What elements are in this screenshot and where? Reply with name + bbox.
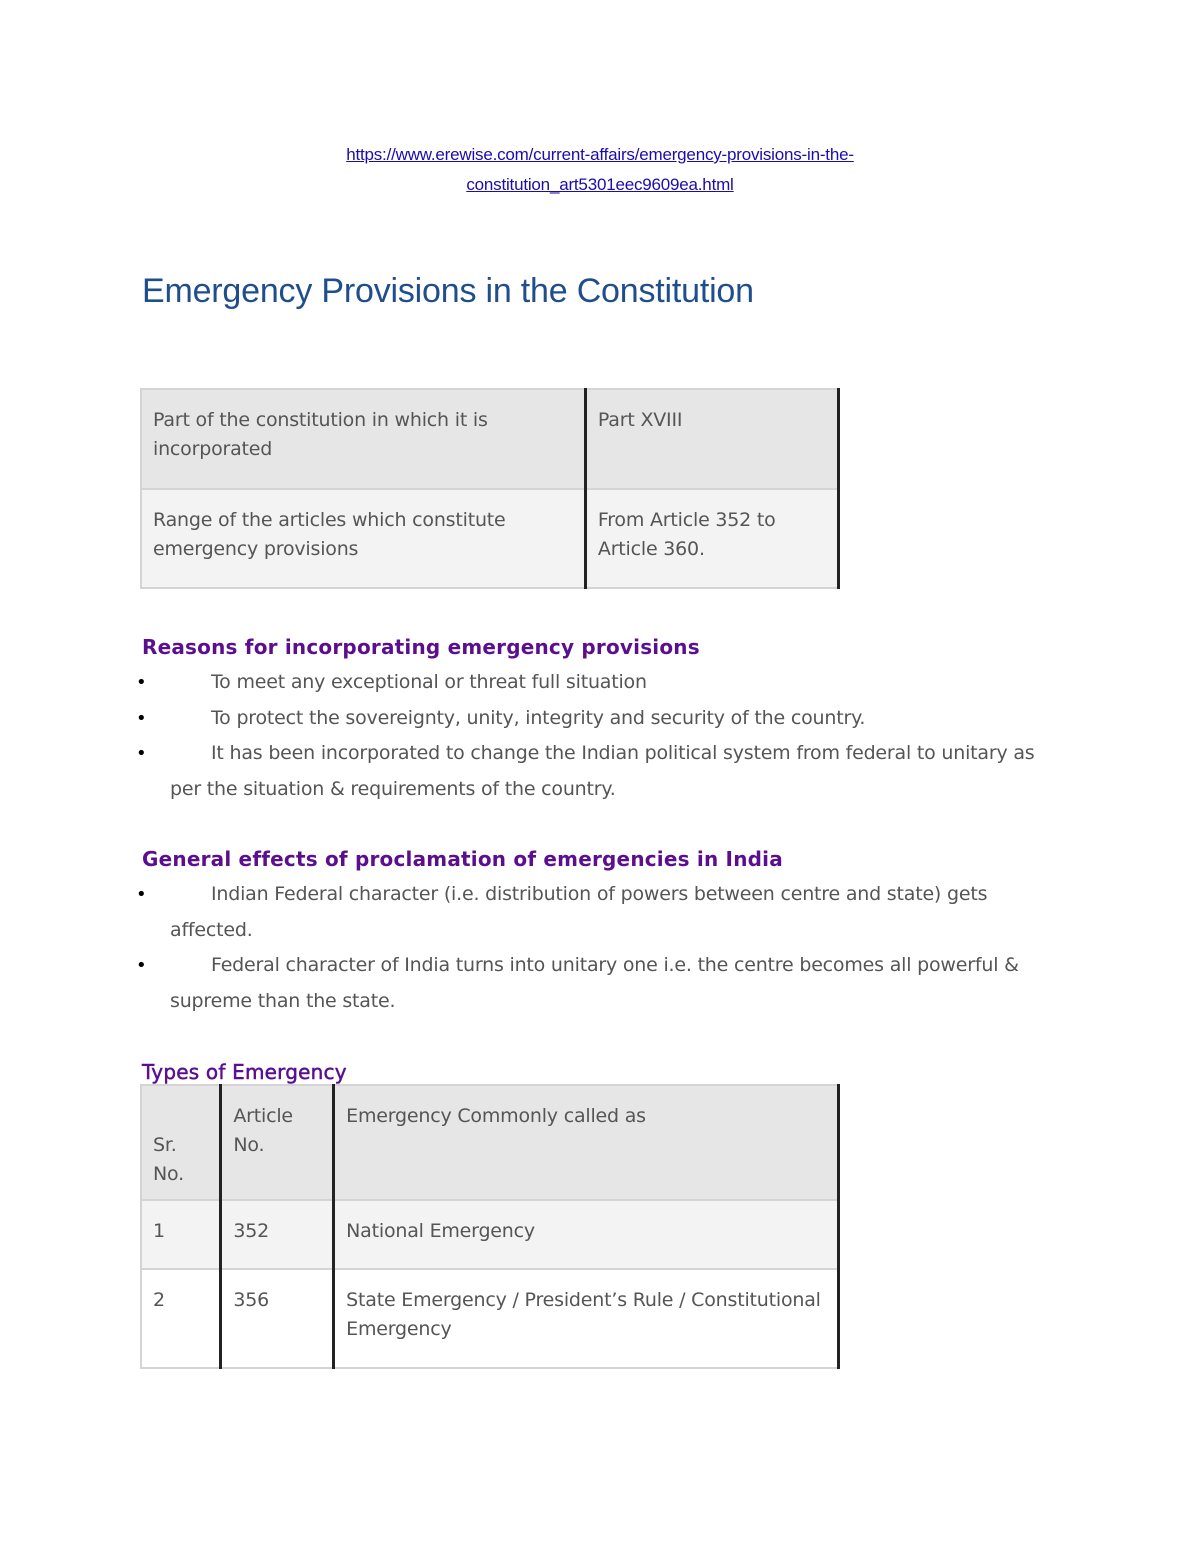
table-cell: Range of the articles which constitute emergency provisions [141, 489, 585, 588]
bullet-icon: • [136, 884, 147, 905]
bullet-icon: • [136, 955, 147, 976]
table-cell: State Emergency / President’s Rule / Constitutional Emergency [334, 1269, 839, 1368]
table-row [141, 389, 839, 489]
list-item [136, 665, 1040, 701]
list-item [136, 701, 1040, 737]
table-cell: National Emergency [334, 1200, 839, 1269]
table-cell: 2 [141, 1269, 221, 1368]
table-cell: Part XVIII [585, 389, 838, 489]
list-item [136, 877, 1040, 948]
source-url-line-2[interactable]: constitution_art5301eec9609ea.html [466, 175, 734, 194]
list-item [136, 948, 1040, 1019]
overview-table [140, 388, 840, 589]
table-row [141, 1200, 839, 1269]
page-title: Emergency Provisions in the Constitution [142, 272, 754, 310]
effects-list [136, 877, 1040, 1019]
bullet-icon: • [136, 707, 147, 729]
table-row [141, 1269, 839, 1368]
list-item-text: It has been incorporated to change the Indian political system from federal to unitary as per the situation & requirements of the country. [170, 742, 1035, 800]
table-cell: 352 [221, 1200, 334, 1269]
reasons-heading: Reasons for incorporating emergency provisions [142, 635, 700, 659]
list-item [136, 736, 1040, 807]
table-cell: 356 [221, 1269, 334, 1368]
types-table [140, 1084, 840, 1369]
column-header-article-no: Article No. [221, 1085, 334, 1200]
table-row [141, 489, 839, 588]
list-item-text: Federal character of India turns into unitary one i.e. the centre becomes all powerful & supreme than the state. [170, 954, 1019, 1012]
column-header-emergency-name: Emergency Commonly called as [334, 1085, 839, 1200]
reasons-list [136, 665, 1040, 807]
bullet-icon: • [136, 672, 147, 693]
bullet-icon: • [136, 743, 147, 764]
source-url-line-1[interactable]: https://www.erewise.com/current-affairs/emergency-provisions-in-the- [346, 145, 854, 164]
effects-heading: General effects of proclamation of emergencies in India [142, 847, 783, 871]
types-heading: Types of Emergency [142, 1060, 347, 1084]
list-item-text: Indian Federal character (i.e. distribution of powers between centre and state) gets affected. [170, 883, 988, 941]
list-item-text: To protect the sovereignty, unity, integrity and security of the country. [211, 706, 866, 729]
list-item-text: To meet any exceptional or threat full situation [211, 671, 647, 693]
table-header-row [141, 1085, 839, 1200]
table-cell: Part of the constitution in which it is incorporated [141, 389, 585, 489]
column-header-sr-no: Sr. No. [141, 1085, 221, 1200]
table-cell: From Article 352 to Article 360. [585, 489, 838, 588]
table-cell: 1 [141, 1200, 221, 1269]
